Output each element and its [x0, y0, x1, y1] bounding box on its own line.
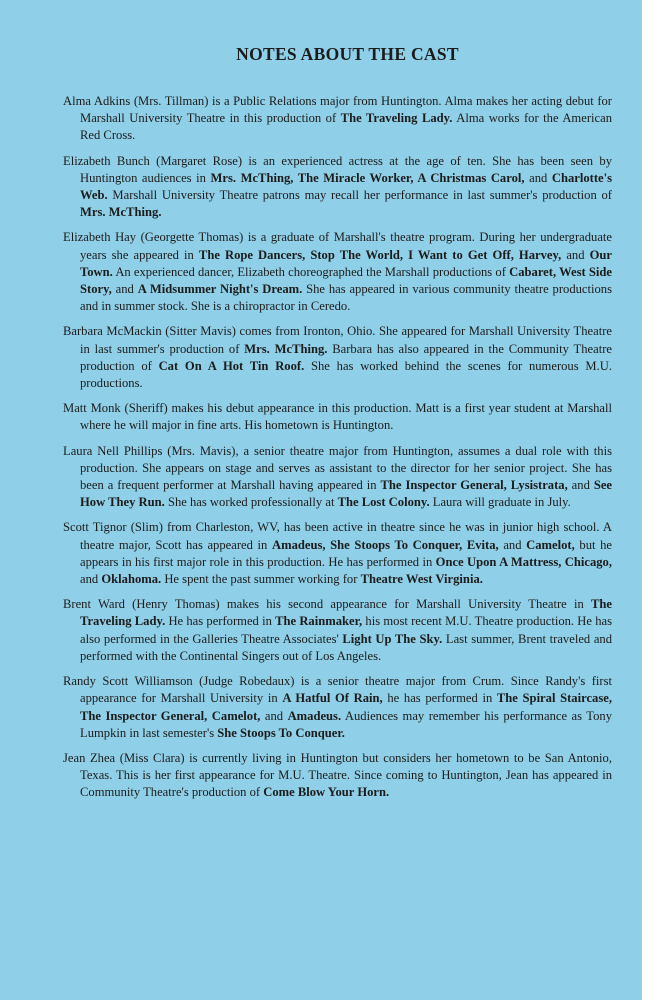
note-text: and — [567, 478, 594, 493]
note-text: and — [80, 572, 102, 587]
production-title: Once Upon A Mattress, Chicago, — [435, 554, 612, 569]
note-text: He has performed in — [165, 614, 276, 629]
production-title: A Hatful Of Rain, — [282, 691, 383, 706]
note-text: Barbara has also appeared in the Community Theatre production of — [80, 341, 612, 373]
production-title: Cat On A Hot Tin Roof. — [158, 358, 305, 373]
production-title: Light Up The Sky. — [342, 631, 443, 646]
production-title: Mrs. McThing. — [80, 205, 162, 220]
note-text: Alma Adkins (Mrs. Tillman) is a Public Relations major from Huntington. Alma makes her acting debut for Marshall University Theatre in this production of — [63, 94, 612, 126]
note-text: He spent the past summer working for — [161, 572, 361, 587]
note-text: and — [524, 170, 552, 185]
note-text: She has appeared in various community theatre productions and in summer stock. She is a chiropractor in Ceredo. — [80, 282, 612, 314]
production-title: Amadeus. — [287, 708, 342, 723]
note-text: Elizabeth Bunch (Margaret Rose) is an experienced actress at the age of ten. She has been seen by Huntington audiences in — [63, 153, 612, 185]
note-text: Scott Tignor (Slim) from Charleston, WV, has been active in theatre since he was in junior high school. A theatre major, Scott has appeared in — [63, 520, 612, 552]
production-title: She Stoops To Conquer. — [217, 725, 345, 740]
production-title: The Traveling Lady. — [340, 111, 453, 126]
production-title: Mrs. McThing. — [244, 341, 328, 356]
production-title: Theatre West Virginia. — [360, 572, 483, 587]
cast-notes-list — [63, 93, 612, 802]
note-text: and — [260, 708, 288, 723]
note-text: and — [111, 282, 138, 297]
cast-note-entry — [63, 153, 612, 222]
note-text: Jean Zhea (Miss Clara) is currently living in Huntington but considers her hometown to be San Antonio, Texas. This is her first appearance for M.U. Theatre. Since coming to Huntington, Jean has appeared in Community Theatre's production of — [63, 750, 612, 800]
cast-note-entry — [63, 596, 612, 665]
note-text: Last summer, Brent traveled and performed with the Continental Singers out of Los Angeles. — [80, 631, 613, 663]
note-text: Marshall University Theatre patrons may recall her performance in last summer's production of — [107, 188, 612, 203]
production-title: The Spiral Staircase, The Inspector General, Camelot, — [80, 691, 612, 723]
cast-note-entry — [63, 323, 612, 392]
note-text: and — [498, 537, 527, 552]
production-title: Amadeus, She Stoops To Conquer, Evita, — [271, 537, 499, 552]
note-text: and — [561, 247, 590, 262]
note-text: Audiences may remember his performance as Tony Lumpkin in last semester's — [80, 708, 612, 740]
note-text: Laura will graduate in July. — [429, 495, 571, 510]
production-title: Camelot, — [526, 537, 575, 552]
note-text: She has worked professionally at — [164, 495, 338, 510]
production-title: See How They Run. — [80, 478, 612, 510]
production-title: Oklahoma. — [101, 572, 162, 587]
note-text: Alma works for the American Red Cross. — [80, 111, 612, 143]
production-title: The Lost Colony. — [337, 495, 430, 510]
note-text: Elizabeth Hay (Georgette Thomas) is a graduate of Marshall's theatre program. During her undergraduate years she appeared in — [63, 230, 612, 262]
production-title: Cabaret, West Side Story, — [80, 264, 612, 297]
note-text: he has performed in — [382, 691, 497, 706]
note-text: She has worked behind the scenes for numerous M.U. productions. — [80, 358, 612, 391]
production-title: The Traveling Lady. — [80, 597, 612, 629]
production-title: Mrs. McThing, The Miracle Worker, A Christmas Carol, — [210, 170, 525, 185]
production-title: Charlotte's Web. — [80, 170, 613, 203]
cast-note-entry — [63, 443, 612, 512]
production-title: A Midsummer Night's Dream. — [137, 282, 303, 297]
cast-note-entry — [63, 519, 612, 588]
page-title: NOTES ABOUT THE CAST — [236, 44, 459, 64]
production-title: The Rainmaker, — [275, 614, 363, 629]
production-title: Come Blow Your Horn. — [263, 785, 390, 800]
cast-note-entry — [63, 93, 612, 145]
production-title: The Inspector General, Lysistrata, — [380, 478, 568, 493]
note-text: Brent Ward (Henry Thomas) makes his second appearance for Marshall University Theatre in — [63, 597, 591, 612]
note-text: Randy Scott Williamson (Judge Robedaux) is a senior theatre major from Crum. Since Randy's first appearance for Marshall University in — [63, 674, 612, 706]
note-text: Barbara McMackin (Sitter Mavis) comes from Ironton, Ohio. She appeared for Marshall University Theatre in last summer's production of — [63, 324, 612, 356]
note-text: but he appears in his first major role in this production. He has performed in — [80, 537, 613, 569]
production-title: Our Town. — [80, 247, 612, 279]
cast-note-entry — [63, 673, 612, 742]
note-text: An experienced dancer, Elizabeth choreographed the Marshall productions of — [112, 264, 510, 279]
cast-note-entry — [63, 400, 612, 434]
production-title: The Rope Dancers, Stop The World, I Want to Get Off, Harvey, — [198, 247, 562, 262]
note-text: Laura Nell Phillips (Mrs. Mavis), a senior theatre major from Huntington, assumes a dual role with this production. She appears on stage and serves as assistant to the director for her senior project. She has been a frequent performer at Marshall having appeared in — [63, 443, 612, 493]
cast-note-entry — [63, 229, 612, 315]
note-text: Matt Monk (Sheriff) makes his debut appearance in this production. Matt is a first year student at Marshall where he will major in fine arts. His hometown is Huntington. — [63, 401, 612, 433]
cast-note-entry — [63, 750, 612, 802]
note-text: his most recent M.U. Theatre production. He has also performed in the Galleries Theatre Associates' — [80, 614, 613, 646]
